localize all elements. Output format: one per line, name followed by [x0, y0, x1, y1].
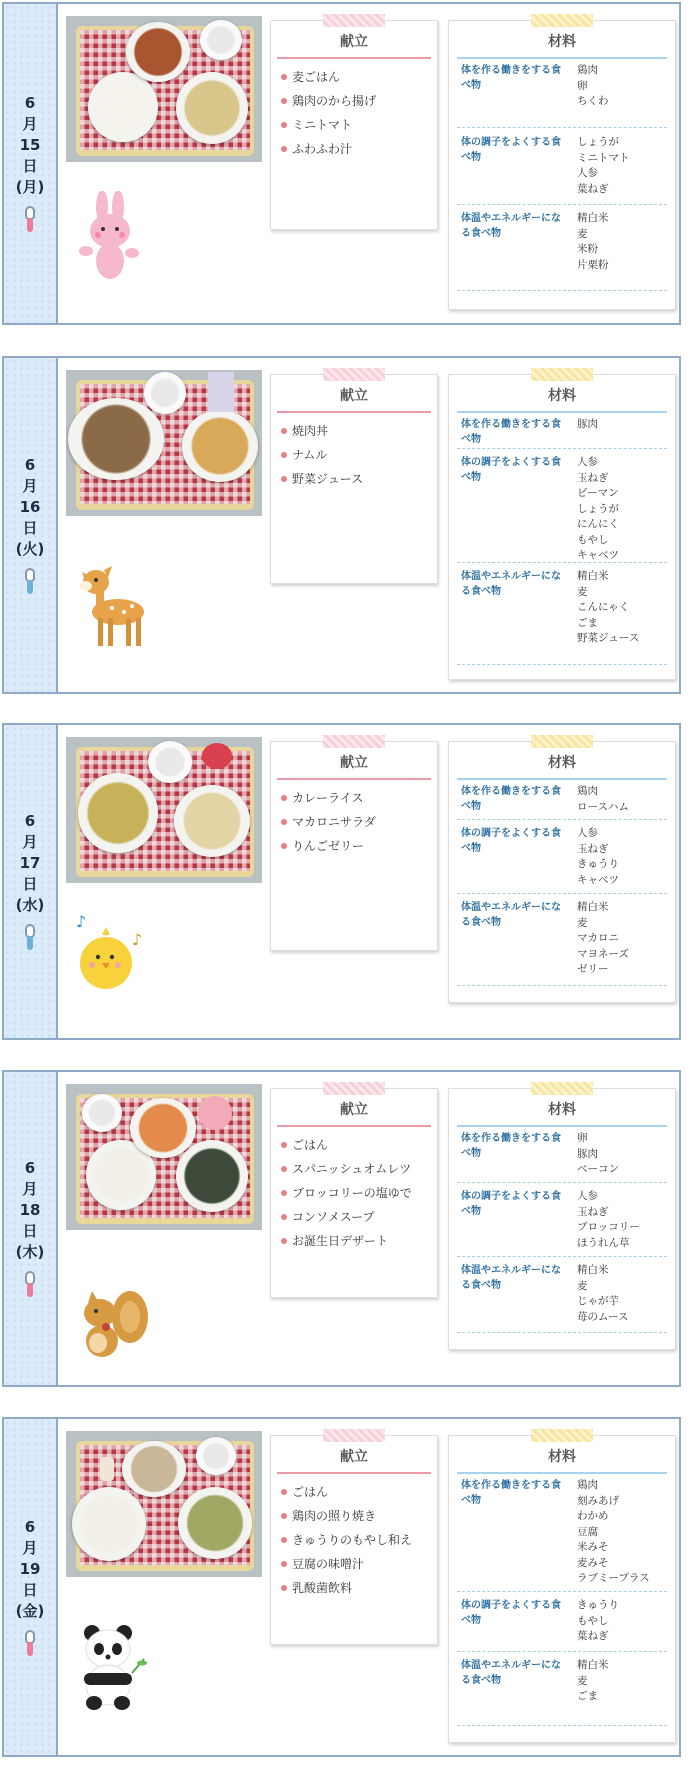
ingredients-title: 材料	[548, 1102, 576, 1118]
menu-panel	[270, 20, 438, 230]
ingredient: 苺のムース	[577, 1310, 629, 1323]
ingredient: きゅうり	[577, 858, 619, 870]
date-weekday: (火)	[15, 539, 45, 558]
date-day-number: 17	[19, 854, 41, 872]
ingredient: 鶏肉	[577, 785, 598, 797]
ingredient: にんにく	[577, 518, 619, 530]
ingredient: 米粉	[577, 243, 598, 255]
ingredient-group-energy	[457, 898, 667, 986]
ingredient: ロースハム	[577, 800, 629, 813]
menu-list	[271, 1127, 437, 1253]
menu-item: ごはん	[281, 1480, 437, 1504]
group-label: 体を作る働きをする食べ物	[461, 786, 561, 812]
ingredients-panel	[448, 20, 676, 310]
date-month-number: 6	[24, 94, 36, 112]
ingredient: 麦みそ	[577, 1556, 609, 1569]
ingredient: キャベツ	[577, 549, 619, 561]
group-label: 体を作る働きをする食べ物	[461, 1480, 561, 1506]
date-day-kanji: 日	[22, 1580, 38, 1599]
ingredient: 鶏肉	[577, 1479, 598, 1491]
group-label: 体の調子をよくする食べ物	[461, 1600, 561, 1626]
ingredient: 葉ねぎ	[577, 1630, 609, 1642]
pink-tape	[323, 368, 385, 381]
ingredient: 玉ねぎ	[577, 1205, 609, 1218]
yellow-tape	[531, 368, 593, 381]
ingredient: 精白米	[577, 570, 609, 582]
rabbit-illustration	[74, 191, 148, 287]
menu-item: ごはん	[281, 1133, 437, 1157]
ingredients-title: 材料	[548, 1449, 576, 1465]
pin-icon	[24, 206, 36, 234]
ingredient: キャベツ	[577, 873, 619, 886]
group-label: 体温やエネルギーになる食べ物	[461, 1660, 561, 1686]
ingredient: 卵	[577, 1132, 588, 1144]
ingredient: ミニトマト	[577, 151, 630, 164]
ingredient: 豚肉	[577, 1147, 598, 1160]
day-card	[2, 1070, 681, 1387]
date-month-number: 6	[24, 455, 36, 474]
ingredient: ブロッコリー	[577, 1221, 640, 1233]
group-label: 体温やエネルギーになる食べ物	[461, 213, 561, 239]
ingredient-group-body	[457, 782, 667, 820]
ingredients-panel	[448, 374, 676, 680]
ingredient: ほうれん草	[577, 1236, 630, 1249]
menu-item: 麦ごはん	[281, 65, 437, 89]
date-day-number: 16	[19, 497, 41, 516]
ingredient: ごま	[577, 1690, 598, 1702]
ingredients-panel	[448, 741, 676, 1003]
date-day-kanji: 日	[22, 157, 38, 175]
pink-tape	[323, 1082, 385, 1095]
pin-icon	[24, 1271, 36, 1299]
ingredient: しょうが	[577, 502, 619, 515]
menu-item: マカロニサラダ	[281, 810, 437, 834]
group-label: 体の調子をよくする食べ物	[461, 457, 561, 483]
day-card	[2, 356, 681, 694]
ingredient: 刻みあげ	[577, 1494, 619, 1507]
ingredient: マカロニ	[577, 932, 619, 944]
menu-panel	[270, 1435, 438, 1645]
lunch-photo	[66, 737, 262, 883]
menu-title: 献立	[340, 388, 368, 404]
lunch-photo	[66, 1431, 262, 1577]
date-day-number: 19	[19, 1559, 41, 1578]
svg-text:♪: ♪	[132, 930, 143, 949]
ingredient: きゅうり	[577, 1599, 619, 1611]
date-column	[4, 358, 58, 692]
date-day-kanji: 日	[22, 518, 38, 537]
ingredient: 精白米	[577, 1264, 609, 1276]
menu-item: カレーライス	[281, 786, 437, 810]
svg-text:♪: ♪	[76, 912, 87, 931]
ingredient: 片栗粉	[577, 258, 609, 271]
menu-list	[271, 59, 437, 161]
ingredient-group-energy	[457, 1261, 667, 1333]
ingredient-group-condition	[457, 824, 667, 894]
pink-tape	[323, 14, 385, 27]
date-column	[4, 1072, 58, 1385]
date-month-number: 6	[24, 1159, 36, 1177]
ingredient: ごま	[577, 616, 598, 629]
group-label: 体温やエネルギーになる食べ物	[461, 902, 561, 928]
ingredient-group-condition	[457, 453, 667, 563]
group-label: 体を作る働きをする食べ物	[461, 419, 561, 445]
yellow-tape	[531, 735, 593, 748]
group-label: 体温やエネルギーになる食べ物	[461, 1265, 561, 1291]
date-month-kanji: 月	[22, 115, 38, 133]
day-card	[2, 1417, 681, 1757]
date-column	[4, 1419, 58, 1755]
ingredient: 人参	[577, 1190, 598, 1202]
panda-illustration	[74, 1619, 148, 1715]
pin-icon	[24, 924, 36, 952]
ingredient: こんにゃく	[577, 601, 630, 613]
menu-item: ふわふわ汁	[281, 137, 437, 161]
menu-item: お誕生日デザート	[281, 1229, 437, 1253]
menu-list	[271, 780, 437, 858]
date-month-kanji: 月	[22, 476, 38, 495]
ingredient-group-body	[457, 61, 667, 128]
date-month-kanji: 月	[22, 833, 38, 851]
ingredient-group-condition	[457, 133, 667, 205]
date-month-kanji: 月	[22, 1538, 38, 1557]
menu-item: 野菜ジュース	[281, 467, 437, 491]
date-month-number: 6	[24, 1517, 36, 1536]
ingredient: 玉ねぎ	[577, 471, 609, 484]
ingredient: 精白米	[577, 1659, 609, 1671]
ingredient: 精白米	[577, 901, 609, 913]
menu-title: 献立	[340, 34, 368, 50]
ingredient: 豆腐	[577, 1525, 598, 1538]
ingredient-group-energy	[457, 1656, 667, 1726]
ingredients-title: 材料	[548, 34, 576, 50]
ingredient: 野菜ジュース	[577, 632, 640, 644]
ingredient-group-condition	[457, 1596, 667, 1652]
ingredient: マヨネーズ	[577, 947, 629, 960]
ingredient: 麦	[577, 585, 588, 598]
ingredient: 人参	[577, 456, 598, 468]
group-label: 体の調子をよくする食べ物	[461, 1191, 561, 1217]
ingredient-group-body	[457, 1476, 667, 1592]
lunch-photo	[66, 16, 262, 162]
ingredient: 精白米	[577, 212, 609, 224]
date-day-number: 15	[19, 136, 41, 154]
group-label: 体の調子をよくする食べ物	[461, 137, 561, 163]
menu-panel	[270, 741, 438, 951]
deer-illustration	[74, 556, 148, 652]
date-weekday: (木)	[15, 1243, 45, 1261]
ingredient-group-condition	[457, 1187, 667, 1257]
ingredient: しょうが	[577, 136, 619, 148]
ingredient-group-body	[457, 1129, 667, 1183]
menu-panel	[270, 374, 438, 584]
group-label: 体の調子をよくする食べ物	[461, 828, 561, 854]
lunch-photo	[66, 370, 262, 516]
group-label: 体温やエネルギーになる食べ物	[461, 571, 561, 597]
lunch-photo	[66, 1084, 262, 1230]
yellow-tape	[531, 14, 593, 27]
ingredients-panel	[448, 1435, 676, 1743]
menu-title: 献立	[340, 1102, 368, 1118]
ingredient: 人参	[577, 827, 598, 839]
yellow-tape	[531, 1082, 593, 1095]
date-weekday: (月)	[15, 178, 45, 196]
menu-item: スパニッシュオムレツ	[281, 1157, 437, 1181]
ingredient: ちくわ	[577, 95, 609, 107]
day-card	[2, 2, 681, 325]
menu-item: 豆腐の味噌汁	[281, 1552, 437, 1576]
ingredient-group-energy	[457, 209, 667, 291]
ingredient: 麦	[577, 227, 588, 240]
menu-list	[271, 1474, 437, 1600]
menu-item: 焼肉丼	[281, 419, 437, 443]
date-weekday: (水)	[15, 896, 45, 914]
menu-title: 献立	[340, 1449, 368, 1465]
ingredient-group-energy	[457, 567, 667, 665]
pin-icon	[24, 1630, 36, 1658]
menu-item: 鶏肉のから揚げ	[281, 89, 437, 113]
ingredient: ピーマン	[577, 487, 619, 499]
ingredients-title: 材料	[548, 388, 576, 404]
ingredient-group-body	[457, 415, 667, 449]
menu-item: ミニトマト	[281, 113, 437, 137]
menu-item: きゅうりのもやし和え	[281, 1528, 437, 1552]
pink-tape	[323, 735, 385, 748]
menu-item: 鶏肉の照り焼き	[281, 1504, 437, 1528]
date-day-kanji: 日	[22, 875, 38, 893]
menu-list	[271, 413, 437, 491]
menu-item: ブロッコリーの塩ゆで	[281, 1181, 437, 1205]
menu-title: 献立	[340, 755, 368, 771]
date-weekday: (金)	[15, 1601, 45, 1620]
ingredient: じゃが芋	[577, 1295, 619, 1307]
ingredient: 鶏肉	[577, 64, 598, 76]
ingredient: 麦	[577, 1674, 588, 1687]
ingredient: もやし	[577, 1614, 609, 1627]
menu-item: ナムル	[281, 443, 437, 467]
ingredient: ラブミープラス	[577, 1572, 650, 1584]
menu-panel	[270, 1088, 438, 1298]
ingredient: ベーコン	[577, 1163, 619, 1175]
menu-item: 乳酸菌飲料	[281, 1576, 437, 1600]
menu-item: りんごゼリー	[281, 834, 437, 858]
chick-illustration	[74, 905, 148, 1001]
pin-icon	[24, 568, 36, 596]
ingredient: 米みそ	[577, 1541, 609, 1553]
ingredient: 玉ねぎ	[577, 842, 609, 855]
date-month-kanji: 月	[22, 1180, 38, 1198]
day-card	[2, 723, 681, 1040]
yellow-tape	[531, 1429, 593, 1442]
date-month-number: 6	[24, 812, 36, 830]
date-day-number: 18	[19, 1201, 41, 1219]
pink-tape	[323, 1429, 385, 1442]
squirrel-illustration	[74, 1277, 148, 1373]
ingredient: わかめ	[577, 1510, 609, 1522]
date-column	[4, 725, 58, 1038]
ingredient: 人参	[577, 167, 598, 179]
ingredient: 麦	[577, 1279, 588, 1292]
group-label: 体を作る働きをする食べ物	[461, 65, 561, 91]
ingredient: 葉ねぎ	[577, 182, 609, 195]
date-day-kanji: 日	[22, 1222, 38, 1240]
ingredient: 豚肉	[577, 418, 598, 430]
ingredients-title: 材料	[548, 755, 576, 771]
menu-item: コンソメスープ	[281, 1205, 437, 1229]
date-column	[4, 4, 58, 323]
ingredient: ゼリー	[577, 963, 609, 975]
ingredients-panel	[448, 1088, 676, 1350]
ingredient: もやし	[577, 533, 609, 546]
ingredient: 麦	[577, 916, 588, 929]
group-label: 体を作る働きをする食べ物	[461, 1133, 561, 1159]
ingredient: 卵	[577, 79, 588, 92]
